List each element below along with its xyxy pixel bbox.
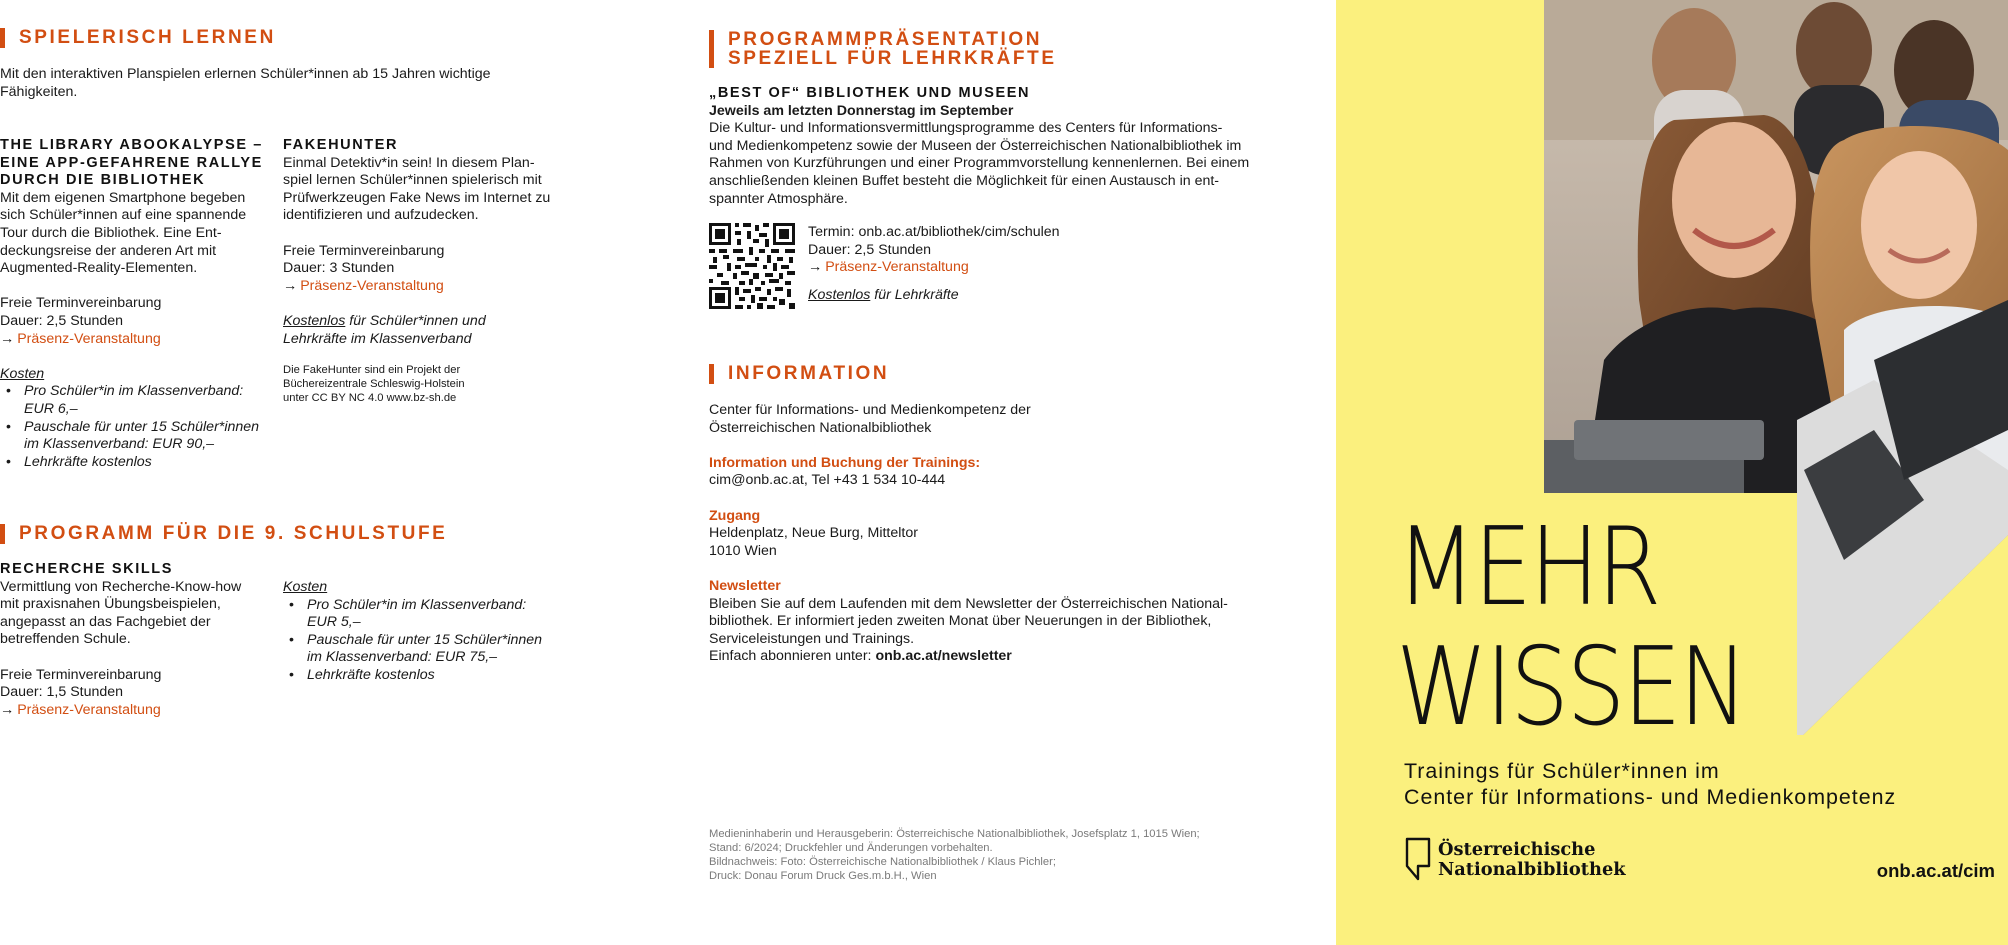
costs-label: Kosten xyxy=(283,579,328,595)
praesenz-link[interactable]: Präsenz-Veranstaltung xyxy=(300,277,444,294)
recherche-costs-block xyxy=(283,579,568,685)
access-line: Heldenplatz, Neue Burg, Mitteltor xyxy=(709,525,918,542)
intro-text xyxy=(0,66,560,101)
fakehunter-title: FAKEHUNTER xyxy=(283,137,399,153)
free-line xyxy=(808,287,1268,305)
cost-item xyxy=(283,597,568,632)
cover-title-line: MEHR xyxy=(1396,505,1659,630)
free-label: Kostenlos xyxy=(808,286,871,303)
cover-subtitle xyxy=(1404,758,1896,810)
desc-line: deckungsreise der anderen Art mit xyxy=(0,242,217,259)
imprint-line: Medieninhaberin und Herausgeberin: Österreichische Nationalbibliothek, Josefsplatz 1, 1015 Wien; xyxy=(709,828,1200,840)
qr-code-icon[interactable] xyxy=(709,223,795,309)
duration-text: Dauer: 3 Stunden xyxy=(283,260,395,277)
org-line: Center für Informations- und Medienkompetenz der xyxy=(709,402,1031,418)
cost-item xyxy=(0,454,270,472)
onb-logo-icon xyxy=(1404,836,1434,882)
credit-line: Büchereizentrale Schleswig-Holstein xyxy=(283,378,465,391)
imprint-line: Stand: 6/2024; Druckfehler und Änderungen vorbehalten. xyxy=(709,842,993,854)
attendance-link-row xyxy=(0,331,270,349)
cost-line: im Klassenverband: EUR 75,– xyxy=(307,649,498,666)
heading-information: INFORMATION xyxy=(709,364,889,384)
cost-line: • Pro Schüler*in im Klassenverband: xyxy=(24,383,244,400)
fakehunter-description xyxy=(283,155,568,225)
cover-title xyxy=(1396,505,1803,750)
praesenz-link[interactable]: Präsenz-Veranstaltung xyxy=(825,259,969,276)
imprint xyxy=(709,827,1269,883)
access-line: 1010 Wien xyxy=(709,542,777,559)
subscribe-prefix: Einfach abonnieren unter: xyxy=(709,648,876,665)
arrow-right-icon: → xyxy=(0,330,15,347)
fakehunter-block xyxy=(283,137,568,405)
desc-line: Mit dem eigenen Smartphone begeben xyxy=(0,189,246,206)
cover-title-line: WISSEN xyxy=(1396,625,1746,750)
newsletter-label: Newsletter xyxy=(709,577,781,594)
access-label: Zugang xyxy=(709,507,761,524)
free-line: Lehrkräfte im Klassenverband xyxy=(283,330,472,347)
desc-line: spannter Atmosphäre. xyxy=(709,190,848,207)
information-block xyxy=(709,402,1269,666)
booking-contact[interactable]: cim@onb.ac.at, Tel +43 1 534 10-444 xyxy=(709,472,946,489)
recherche-appointment xyxy=(0,667,270,720)
recherche-skills-block xyxy=(0,561,270,719)
cost-line: • Lehrkräfte kostenlos xyxy=(24,453,152,470)
best-of-date: Jeweils am letzten Donnerstag im September xyxy=(709,102,1014,119)
newsletter-subscribe-line xyxy=(709,648,1269,666)
fakehunter-appointment xyxy=(283,243,568,296)
cost-item xyxy=(0,383,270,418)
desc-line: identifizieren und aufzudecken. xyxy=(283,207,479,224)
heading-line: SPEZIELL FÜR LEHRKRÄFTE xyxy=(728,48,1057,69)
credit-line: unter CC BY NC 4.0 www.bz-sh.de xyxy=(283,392,457,405)
desc-line: betreffenden Schule. xyxy=(0,631,131,648)
intro-line: Mit den interaktiven Planspielen erlernen Schüler*innen ab 15 Jahren wichtige xyxy=(0,66,491,82)
costs-list xyxy=(0,383,270,471)
free-line xyxy=(283,313,568,331)
heading-line: PROGRAMMPRÄSENTATION xyxy=(728,29,1043,50)
intro-line: Fähigkeiten. xyxy=(0,83,78,100)
cover-url[interactable]: onb.ac.at/cim xyxy=(1876,860,1995,881)
duration-text: Dauer: 1,5 Stunden xyxy=(0,684,124,701)
desc-line: Einmal Detektiv*in sein! In diesem Plan- xyxy=(283,154,535,171)
title-line: DURCH DIE BIBLIOTHEK xyxy=(0,172,206,189)
desc-line: Prüfwerkzeugen Fake News im Internet zu xyxy=(283,189,551,206)
desc-line: Rahmen von Kurzführungen und einer Programmvorstellung kennenlernen. Bei einem xyxy=(709,155,1250,172)
cost-item xyxy=(283,667,568,685)
recherche-description xyxy=(0,579,270,649)
newsletter-line: Serviceleistungen und Trainings. xyxy=(709,630,915,647)
desc-line: Die Kultur- und Informationsvermittlungsprogramme des Centers für Informations- xyxy=(709,120,1223,137)
cost-line: im Klassenverband: EUR 90,– xyxy=(24,436,215,453)
cost-line: • Lehrkräfte kostenlos xyxy=(307,666,435,683)
org-line: Österreichischen Nationalbibliothek xyxy=(709,419,932,436)
cost-line: EUR 5,– xyxy=(307,614,361,631)
duration-text: Dauer: 2,5 Stunden xyxy=(808,241,932,258)
cost-line: • Pro Schüler*in im Klassenverband: xyxy=(307,596,527,613)
cost-line: • Pauschale für unter 15 Schüler*innen xyxy=(24,418,260,435)
imprint-line: Druck: Donau Forum Druck Ges.m.b.H., Wien xyxy=(709,870,937,882)
logo-line: Österreichische xyxy=(1438,839,1596,860)
onb-logo-wordmark xyxy=(1438,840,1626,880)
arrow-right-icon: → xyxy=(0,701,15,718)
library-title xyxy=(0,137,270,190)
appointment-text: Freie Terminvereinbarung xyxy=(0,295,162,312)
booking-label: Information und Buchung der Trainings: xyxy=(709,454,981,471)
best-of-description xyxy=(709,120,1269,208)
praesenz-link[interactable]: Präsenz-Veranstaltung xyxy=(17,330,161,347)
cost-item xyxy=(0,419,270,454)
appointment-text: Freie Terminvereinbarung xyxy=(0,666,162,683)
costs-list xyxy=(283,597,568,685)
qr-code-graphic xyxy=(709,223,795,309)
desc-line: mit praxisnahen Übungsbeispielen, xyxy=(0,596,221,613)
heading-programmpraesentation xyxy=(709,30,1057,68)
desc-line: sich Schüler*innen auf eine spannende xyxy=(0,207,247,224)
logo-line: Nationalbibliothek xyxy=(1438,859,1626,880)
best-of-details xyxy=(808,224,1268,304)
newsletter-line: bibliothek. Er informiert jeden zweiten Monat über Neuerungen in der Bibliothek, xyxy=(709,613,1212,630)
duration-text: Dauer: 2,5 Stunden xyxy=(0,312,124,329)
best-of-title: „BEST OF“ BIBLIOTHEK UND MUSEEN xyxy=(709,85,1031,101)
desc-line: und Medienkompetenz sowie der Museen der Österreichischen Nationalbibliothek im xyxy=(709,137,1242,154)
cost-line: • Pauschale für unter 15 Schüler*innen xyxy=(307,631,543,648)
credit-line: Die FakeHunter sind ein Projekt der xyxy=(283,364,461,377)
onb-logo[interactable] xyxy=(1404,836,1704,882)
subtitle-line: Center für Informations- und Medienkompetenz xyxy=(1404,785,1897,809)
cost-item xyxy=(283,632,568,667)
cost-line: EUR 6,– xyxy=(24,400,78,417)
library-abookalypse-block xyxy=(0,137,270,471)
attendance-link-row xyxy=(283,278,568,296)
newsletter-line: Bleiben Sie auf dem Laufenden mit dem Newsletter der Österreichischen National- xyxy=(709,595,1228,612)
title-line: EINE APP-GEFAHRENE RALLYE xyxy=(0,154,263,171)
free-rest: für Schüler*innen und xyxy=(345,312,486,329)
termin-text[interactable]: Termin: onb.ac.at/bibliothek/cim/schulen xyxy=(808,224,1060,240)
subtitle-line: Trainings für Schüler*innen im xyxy=(1404,759,1720,783)
attendance-link-row xyxy=(808,259,1268,277)
costs-label: Kosten xyxy=(0,365,45,382)
library-description xyxy=(0,190,270,278)
best-of-block xyxy=(709,85,1269,208)
free-label: Kostenlos xyxy=(283,312,346,329)
desc-line: anschließenden kleinen Buffet besteht die Möglichkeit für einen Austausch in ent- xyxy=(709,172,1220,189)
praesenz-link[interactable]: Präsenz-Veranstaltung xyxy=(17,701,161,718)
newsletter-link[interactable]: onb.ac.at/newsletter xyxy=(875,648,1012,665)
title-line: THE LIBRARY ABOOKALYPSE – xyxy=(0,137,263,153)
arrow-right-icon: → xyxy=(283,277,298,294)
library-appointment xyxy=(0,295,270,348)
heading-spielerisch-lernen: SPIELERISCH LERNEN xyxy=(0,28,276,48)
appointment-text: Freie Terminvereinbarung xyxy=(283,242,445,259)
desc-line: spiel lernen Schüler*innen spielerisch mit xyxy=(283,172,542,189)
free-rest: für Lehrkräfte xyxy=(870,286,959,303)
recherche-title: RECHERCHE SKILLS xyxy=(0,561,174,577)
heading-programm-9-schulstufe: PROGRAMM FÜR DIE 9. SCHULSTUFE xyxy=(0,524,447,544)
desc-line: Tour durch die Bibliothek. Eine Ent- xyxy=(0,224,222,241)
desc-line: angepasst an das Fachgebiet der xyxy=(0,613,211,630)
arrow-right-icon: → xyxy=(808,259,823,276)
desc-line: Vermittlung von Recherche-Know-how xyxy=(0,578,242,595)
desc-line: Augmented-Reality-Elementen. xyxy=(0,260,198,277)
imprint-line: Bildnachweis: Foto: Österreichische Nationalbibliothek / Klaus Pichler; xyxy=(709,856,1056,868)
fakehunter-credit xyxy=(283,363,568,405)
fakehunter-free-note xyxy=(283,313,568,348)
attendance-link-row xyxy=(0,702,270,720)
